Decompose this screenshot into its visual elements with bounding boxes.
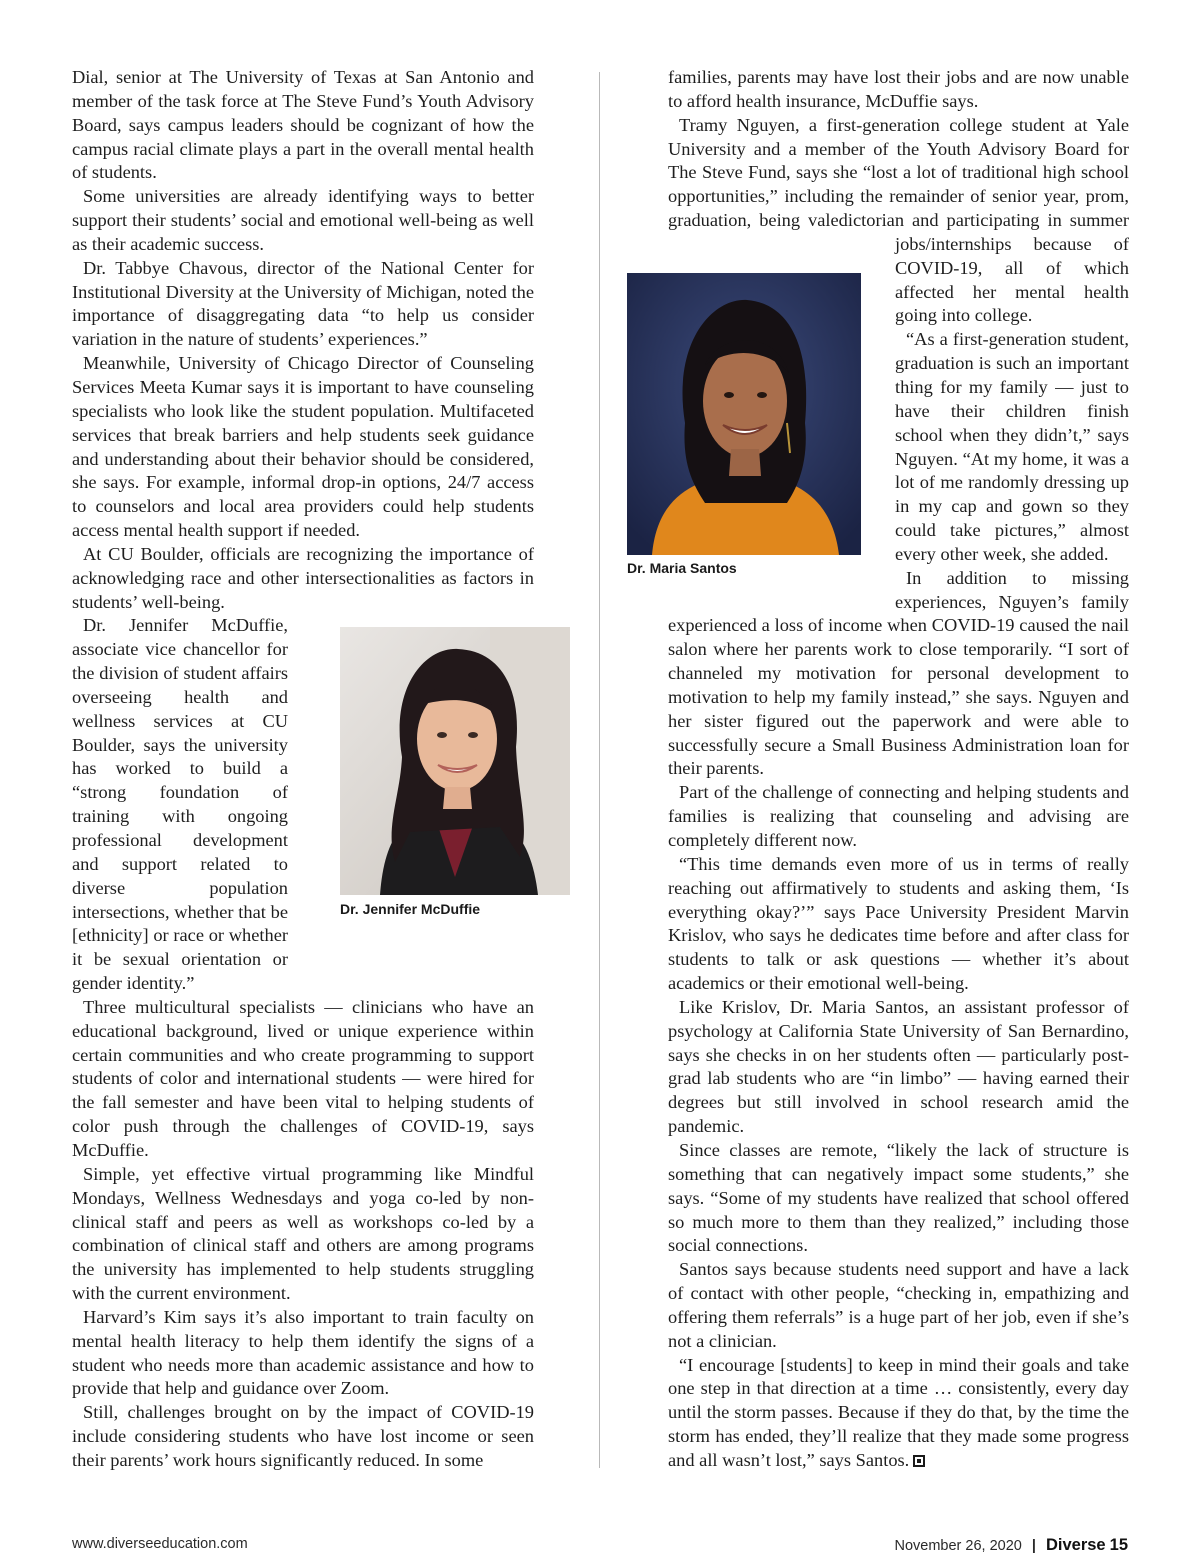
paragraph: Meanwhile, University of Chicago Director of Counseling Services Meeta Kumar says it is important to have counseling specialists who look like the student population. Multifaceted services that break barriers and help students seek guidance and understanding about their behavior should be considered, she says. For example, informal drop-in options, 24/7 access to counselors and local area providers could help students access mental health support if needed. — [72, 353, 534, 541]
footer-date: November 26, 2020 — [894, 1538, 1022, 1554]
paragraph: Still, challenges brought on by the impact of COVID-19 include considering students who have lost income or seen their parents’ work hours significantly reduced. In some — [72, 1402, 534, 1470]
paragraph: Part of the challenge of connecting and helping students and families is realizing that counseling and advising are completely different now. — [668, 782, 1129, 850]
paragraph: Santos says because students need support and have a lack of contact with other people, “checking in, empathizing and offering them referrals” is a huge part of her job, even if she’s not a clinician. — [668, 1259, 1129, 1351]
paragraph: “As a first-generation student, graduation is such an important thing for my family — just to have their children finish school when they didn’t,” says Nguyen. “At my home, it was a lot of me randomly dressing up in my cap and gown so they could take pictures,” almost every other week, she added. — [895, 329, 1129, 564]
santos-portrait-image — [627, 273, 861, 555]
footer-brand: Diverse — [1045, 1536, 1106, 1554]
mcduffie-portrait-image — [340, 627, 570, 895]
paragraph: At CU Boulder, officials are recognizing the importance of acknowledging race and other intersectionalities as factors in students’ well-being. — [72, 543, 534, 612]
footer-page-number: 15 — [1109, 1536, 1128, 1554]
mcduffie-photo-figure — [340, 627, 570, 917]
end-of-article-icon — [913, 1455, 925, 1467]
paragraph: Some universities are already identifying ways to better support their students’ social and emotional well-being as well as their academic success. — [72, 186, 534, 254]
paragraph: Dial, senior at The University of Texas at San Antonio and member of the task force at The Steve Fund’s Youth Advisory Board, says campus leaders should be cognizant of how the campus racial climate plays a part in the overall mental health of students. — [72, 67, 534, 183]
footer-separator: | — [1031, 1538, 1036, 1554]
column-divider — [599, 72, 600, 1468]
paragraph: Three multicultural specialists — clinicians who have an educational background, lived or unique experience within certain communities and who create programming to support students of color and international students — were hired for the fall semester and have been vital to helping students of color push through the challenges of COVID-19, says McDuffie. — [72, 996, 534, 1160]
paragraph: families, parents may have lost their jobs and are now unable to afford health insurance, McDuffie says. — [668, 67, 1129, 111]
mcduffie-caption: Dr. Jennifer McDuffie — [340, 901, 481, 917]
paragraph: Tramy Nguyen, a first-generation college student at Yale University and a member of the Youth Advisory Board for The Steve Fund, says she “lost a lot of traditional high school opportunities,” including the remainder of senior year, prom, graduation, being valedictorian and participating in summer jobs/internships because of COVID-19, all of which affected her mental health going into college. — [668, 114, 1129, 326]
paragraph: Harvard’s Kim says it’s also important to train faculty on mental health literacy to help them identify the signs of a student who needs more than academic assistance and how to provide that help and guidance over Zoom. — [72, 1306, 534, 1399]
paragraph: Dr. Jennifer McDuffie, associate vice chancellor for the division of student affairs overseeing health and wellness services at CU Boulder, says the university has worked to build a “strong foundation of training with ongoing professional development and support related to diverse population intersections, whether that be [ethnicity] or race or whether it be sexual orientation or gender identity.” — [72, 615, 288, 994]
santos-caption: Dr. Maria Santos — [627, 560, 737, 576]
closing-paragraph-text: “I encourage [students] to keep in mind their goals and take one step in that direction at a time … consistently, every day until the storm passes. Because if they do that, by the time the storm has ended, they’ll realize that they made some progress and all wasn’t lost,” says Santos. — [668, 1354, 1129, 1470]
paragraph: Simple, yet effective virtual programming like Mindful Mondays, Wellness Wednesdays and yoga co-led by non-clinical staff and peers as well as workshops co-led by a combination of clinical staff and others are among programs the university has implemented to help students struggling with the current environment. — [72, 1163, 534, 1304]
paragraph: Like Krislov, Dr. Maria Santos, an assistant professor of psychology at California State University of San Bernardino, says she checks in on her students often — particularly post-grad lab students who are “in limbo” — having earned their degrees but still involved in school research amid the pandemic. — [668, 996, 1129, 1137]
paragraph — [668, 1354, 1129, 1473]
footer-url[interactable]: www.diverseeducation.com — [72, 1536, 248, 1552]
paragraph: Since classes are remote, “likely the lack of structure is something that can negatively impact some students,” she says. “Some of my students have realized that school offered so much more to them than they realized,” including those social connections. — [668, 1139, 1129, 1256]
santos-photo-figure — [627, 273, 861, 576]
footer-page-info — [894, 1536, 1128, 1555]
paragraph: Dr. Tabbye Chavous, director of the National Center for Institutional Diversity at the University of Michigan, noted the importance of disaggregating data “to help us consider variation in the nature of students’ experiences.” — [72, 257, 534, 350]
paragraph: In addition to missing experiences, Nguyen’s family experienced a loss of income when COVID-19 caused the nail salon where her parents work to close temporarily. “I sort of channeled my motivation for personal development to motivation to help my family instead,” she says. Nguyen and her sister figured out the paperwork and were able to successfully secure a Small Business Administration loan for their parents. — [668, 567, 1129, 779]
paragraph: “This time demands even more of us in terms of really reaching out affirmatively to students and asking them, ‘Is everything okay?’” says Pace University President Marvin Krislov, who says he dedicates time before and after class for students to talk or ask questions — whether it’s about academics or their emotional well-being. — [668, 853, 1129, 994]
